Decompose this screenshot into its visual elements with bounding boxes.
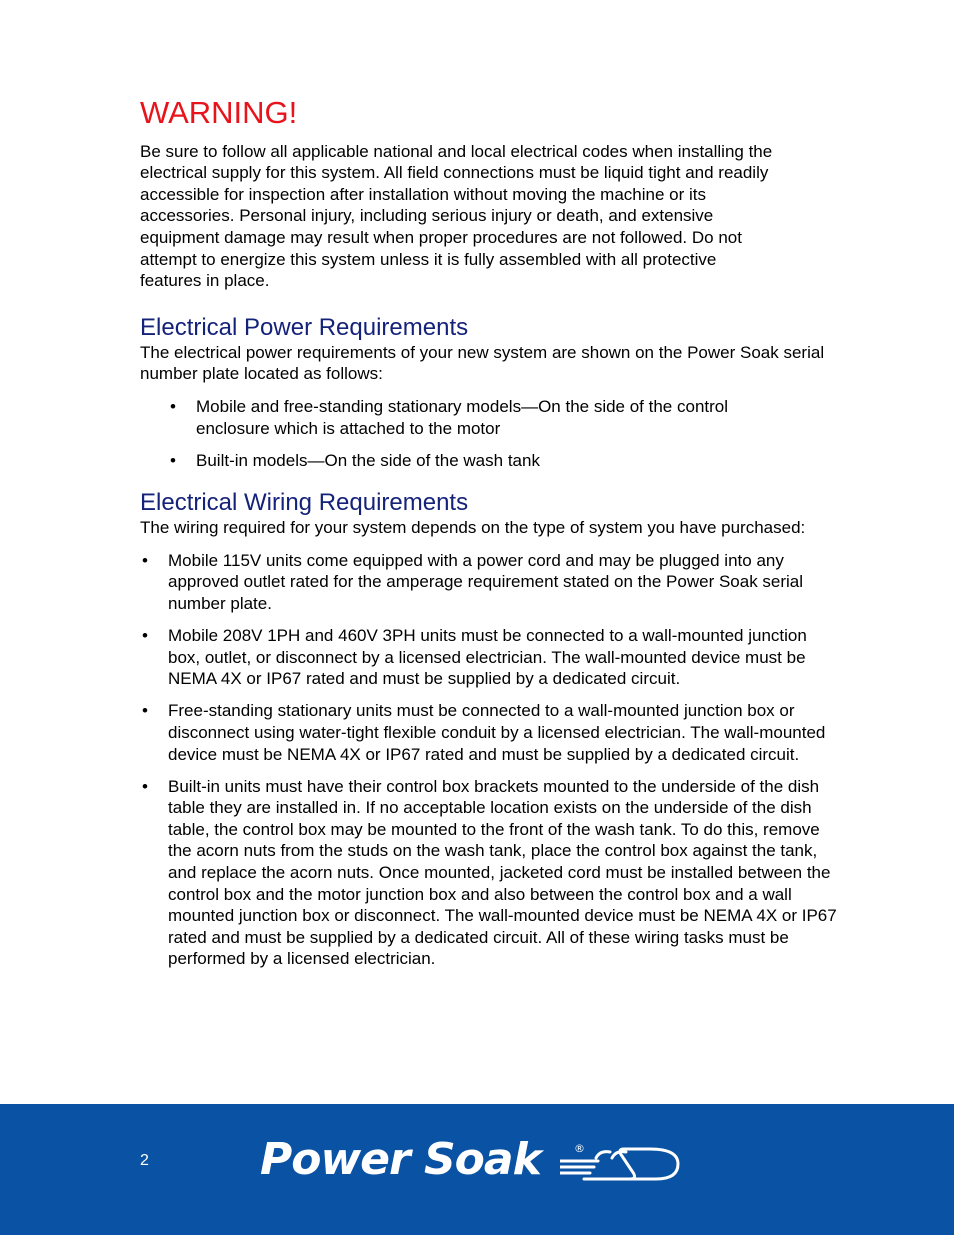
list-item [140, 776, 840, 970]
power-requirements-list [168, 396, 840, 471]
bullet-glyph: • [142, 626, 148, 646]
list-item [140, 700, 840, 765]
list-item [140, 550, 840, 615]
warning-title: WARNING! [140, 95, 298, 130]
bullet-glyph: • [142, 701, 148, 721]
list-item-text: Mobile and free-standing stationary models—On the side of the control enclosure which is attached to the motor [196, 396, 729, 438]
list-item-text: Built-in units must have their control box brackets mounted to the underside of the dish table they are installed in. If no acceptable location exists on the underside of the dish table, the control box may be mounted to the front of the wash tank. To do this, remove the acorn nuts from the studs on the wash tank, place the control box against the tank, and replace the acorn nuts. Once mounted, jacketed cord must be installed between the control box and the motor junction box and also between the control box and a wall mounted junction box or disconnect. The wall-mounted device must be NEMA 4X or IP67 rated and must be supplied by a dedicated circuit. All of these wiring tasks must be performed by a licensed electrician. [168, 776, 837, 969]
list-item-text: Built-in models—On the side of the wash tank [196, 450, 540, 470]
registered-mark: ® [574, 1142, 585, 1155]
wiring-requirements-intro: The wiring required for your system depends on the type of system you have purchased: [140, 518, 806, 538]
list-item-text: Free-standing stationary units must be connected to a wall-mounted junction box or disconnect using water-tight flexible conduit by a licensed electrician. The wall-mounted device must be NEMA 4X or IP67 rated and must be supplied by a dedicated circuit. [168, 701, 826, 764]
list-item [140, 625, 840, 690]
power-soak-logo [260, 1132, 690, 1192]
bullet-glyph: • [142, 776, 148, 796]
power-requirements-intro: The electrical power requirements of your new system are shown on the Power Soak serial number plate located as follows: [140, 342, 825, 384]
list-item [168, 396, 840, 439]
power-requirements-heading: Electrical Power Requirements [140, 313, 469, 341]
wiring-requirements-list [140, 550, 840, 970]
list-item [168, 450, 840, 472]
bullet-glyph: • [142, 550, 148, 570]
footer-band [0, 1104, 954, 1235]
wiring-requirements-heading: Electrical Wiring Requirements [140, 489, 469, 517]
bullet-glyph: • [170, 450, 176, 470]
page-content [140, 95, 840, 981]
list-item-text: Mobile 208V 1PH and 460V 3PH units must be connected to a wall-mounted junction box, outlet, or disconnect by a licensed electrician. The wall-mounted device must be NEMA 4X or IP67 rated and must be supplied by a dedicated circuit. [168, 626, 807, 689]
list-item-text: Mobile 115V units come equipped with a power cord and may be plugged into any approved outlet rated for the amperage requirement stated on the Power Soak serial number plate. [168, 550, 804, 614]
warning-paragraph: Be sure to follow all applicable national and local electrical codes when installing the electrical supply for this system. All field connections must be liquid tight and readily accessible for inspection after installation without moving the machine or its accessories. Personal injury, including serious injury or death, and extensive equipment damage may result when proper procedures are not followed. Do not attempt to energize this system unless it is fully assembled with all protective features in place. [140, 141, 773, 291]
logo-wordmark: Power Soak [260, 1134, 541, 1185]
wave-logo-icon [560, 1142, 682, 1182]
page-number: 2 [140, 1152, 149, 1169]
bullet-glyph: • [170, 396, 176, 416]
